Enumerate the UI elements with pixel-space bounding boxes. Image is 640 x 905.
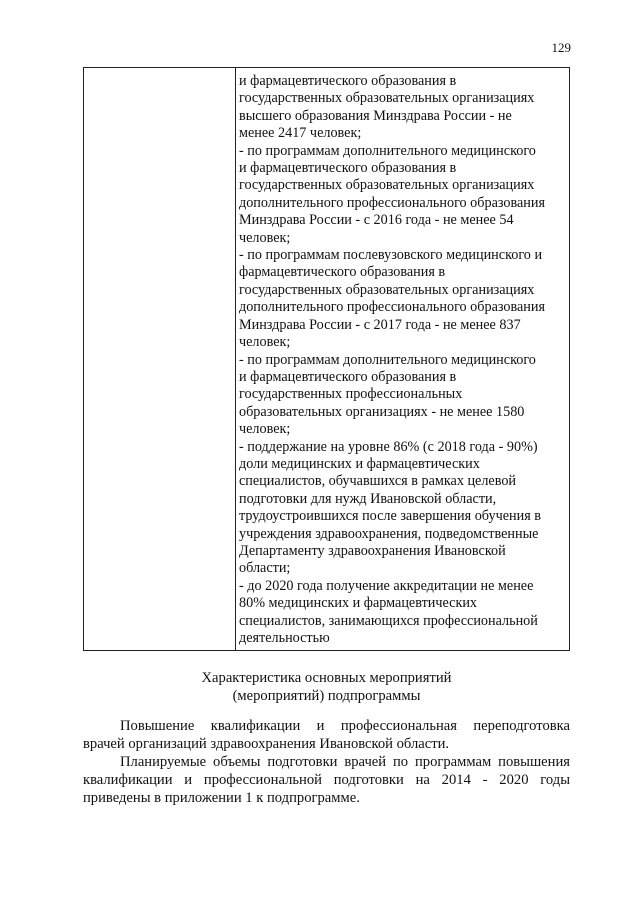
cell-line: - по программам дополнительного медицинского <box>239 142 536 159</box>
cell-line: государственных образовательных организациях <box>239 90 535 107</box>
section-heading-line: (мероприятий) подпрограммы <box>232 688 421 704</box>
paragraph-line: врачей организаций здравоохранения Ивановской области. <box>83 736 450 752</box>
body-text <box>83 717 570 807</box>
cell-line: государственных образовательных организациях <box>239 281 535 298</box>
cell-line: Департаменту здравоохранения Ивановской <box>239 542 506 559</box>
cell-line: человек; <box>239 421 291 438</box>
cell-line: специалистов, занимающихся профессиональной <box>239 612 538 629</box>
cell-line: учреждения здравоохранения, подведомственные <box>239 525 539 542</box>
paragraph-line: приведены в приложении 1 к подпрограмме. <box>83 790 360 806</box>
cell-line: и фармацевтического образования в <box>239 368 457 385</box>
cell-line: государственных образовательных организациях <box>239 177 535 194</box>
cell-line: 80% медицинских и фармацевтических <box>239 595 478 612</box>
table-right-cell <box>239 73 567 647</box>
cell-line: подготовки для нужд Ивановской области, <box>239 490 497 507</box>
cell-line: специалистов, обучавшихся в рамках целевой <box>239 473 517 490</box>
section-heading-line: Характеристика основных мероприятий <box>201 670 452 686</box>
program-table <box>83 67 570 651</box>
page-number: 129 <box>551 40 571 55</box>
table-column-divider <box>235 68 236 650</box>
cell-line: трудоустроившихся после завершения обучения в <box>239 508 541 525</box>
cell-line: доли медицинских и фармацевтических <box>239 455 480 472</box>
paragraph-line: Повышение квалификации и профессиональная переподготовка <box>120 718 570 734</box>
cell-line: - по программам послевузовского медицинского и <box>239 247 543 264</box>
cell-line: человек; <box>239 229 291 246</box>
cell-line: Минздрава России - с 2016 года - не менее 54 <box>239 212 514 229</box>
cell-line: деятельностью <box>239 630 330 646</box>
cell-line: - по программам дополнительного медицинского <box>239 351 536 368</box>
cell-line: образовательных организациях - не менее 1580 <box>239 403 525 420</box>
cell-line: государственных профессиональных <box>239 386 463 403</box>
cell-line: высшего образования Минздрава России - не <box>239 107 512 124</box>
cell-line: области; <box>239 560 291 577</box>
paragraph-line: Планируемые объемы подготовки врачей по программам повышения <box>120 754 570 770</box>
cell-line: менее 2417 человек; <box>239 125 362 142</box>
cell-line: Минздрава России - с 2017 года - не менее 837 <box>239 316 521 333</box>
cell-line: человек; <box>239 334 291 351</box>
cell-line: дополнительного профессионального образования <box>239 299 546 316</box>
cell-line: дополнительного профессионального образования <box>239 194 546 211</box>
cell-line: фармацевтического образования в <box>239 264 446 281</box>
cell-line: и фармацевтического образования в <box>239 73 457 89</box>
cell-line: и фармацевтического образования в <box>239 160 457 177</box>
paragraph-line: квалификации и профессиональной подготовки на 2014 - 2020 годы <box>83 772 570 788</box>
cell-line: - поддержание на уровне 86% (с 2018 года - 90%) <box>239 438 538 455</box>
section-heading <box>83 669 570 705</box>
cell-line: - до 2020 года получение аккредитации не менее <box>239 577 534 594</box>
